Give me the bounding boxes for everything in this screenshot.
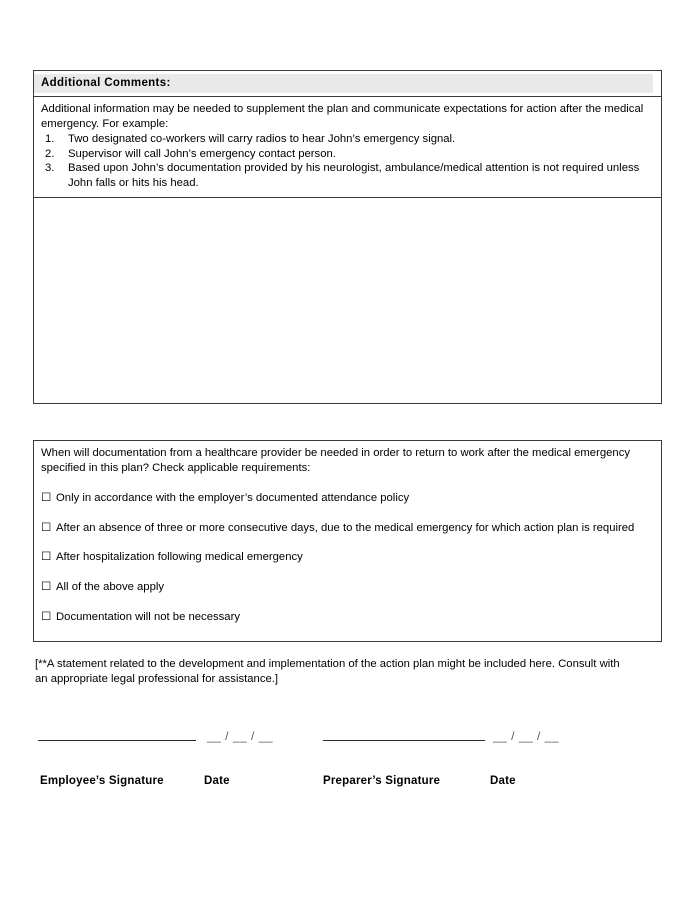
list-item-number: 3. <box>45 162 55 175</box>
employee-signature-label: Employee’s Signature <box>40 775 164 787</box>
list-item-number: 1. <box>45 133 55 146</box>
list-item <box>41 132 654 147</box>
checkbox-label: After an absence of three or more consecutive days, due to the medical emergency for which action plan is required <box>56 521 635 534</box>
checkbox-icon[interactable]: ☐ <box>41 492 52 505</box>
list-item-text: Supervisor will call John’s emergency contact person. <box>68 147 336 160</box>
checkbox-icon[interactable]: ☐ <box>41 610 52 623</box>
legal-footnote: [**A statement related to the development and implementation of the action plan might be included here. Consult with an appropriate legal professional for assistance.] <box>35 658 620 685</box>
documentation-question: When will documentation from a healthcare provider be needed in order to return to work after the medical emergency specified in this plan? Check applicable requirements: <box>41 447 630 474</box>
preparer-date-label: Date <box>490 775 516 787</box>
checkbox-label: All of the above apply <box>56 580 165 593</box>
checkbox-icon[interactable]: ☐ <box>41 580 52 593</box>
comments-example-list <box>41 132 654 190</box>
additional-comments-title: Additional Comments: <box>41 77 171 89</box>
documentation-requirements-box <box>33 440 662 642</box>
preparer-signature-line[interactable] <box>323 740 485 741</box>
list-item-text: Two designated co-workers will carry radios to hear John’s emergency signal. <box>68 133 456 146</box>
comments-intro-text: Additional information may be needed to supplement the plan and communicate expectations for action after the medical emergency. For example: <box>41 103 644 130</box>
checkbox-option-all-of-the-above[interactable] <box>41 580 652 595</box>
additional-comments-box <box>33 70 662 404</box>
checkbox-icon[interactable]: ☐ <box>41 521 52 534</box>
list-item-text: Based upon John’s documentation provided by his neurologist, ambulance/medical attention is not required unless John falls or hits his head. <box>68 162 640 189</box>
checkbox-option-attendance-policy[interactable] <box>41 491 652 506</box>
checkbox-option-not-necessary[interactable] <box>41 610 652 625</box>
checkbox-label: After hospitalization following medical emergency <box>56 551 303 564</box>
checkbox-icon[interactable]: ☐ <box>41 551 52 564</box>
preparer-date-field[interactable]: __ / __ / __ <box>493 729 560 743</box>
checkbox-option-after-hospitalization[interactable] <box>41 550 652 565</box>
preparer-signature-label: Preparer’s Signature <box>323 775 441 787</box>
checkbox-label: Only in accordance with the employer’s documented attendance policy <box>56 492 410 505</box>
additional-comments-body <box>34 97 661 198</box>
employee-signature-line[interactable] <box>38 740 196 741</box>
employee-date-field[interactable]: __ / __ / __ <box>207 729 274 743</box>
list-item-number: 2. <box>45 147 55 160</box>
documentation-checkbox-list <box>41 491 652 624</box>
checkbox-option-absence-three-days[interactable] <box>41 521 652 536</box>
list-item <box>41 161 654 190</box>
employee-date-label: Date <box>204 775 230 787</box>
additional-comments-header <box>34 71 661 97</box>
signature-area <box>35 726 655 796</box>
comments-writing-area[interactable] <box>34 198 661 403</box>
list-item <box>41 147 654 162</box>
checkbox-label: Documentation will not be necessary <box>56 610 240 623</box>
